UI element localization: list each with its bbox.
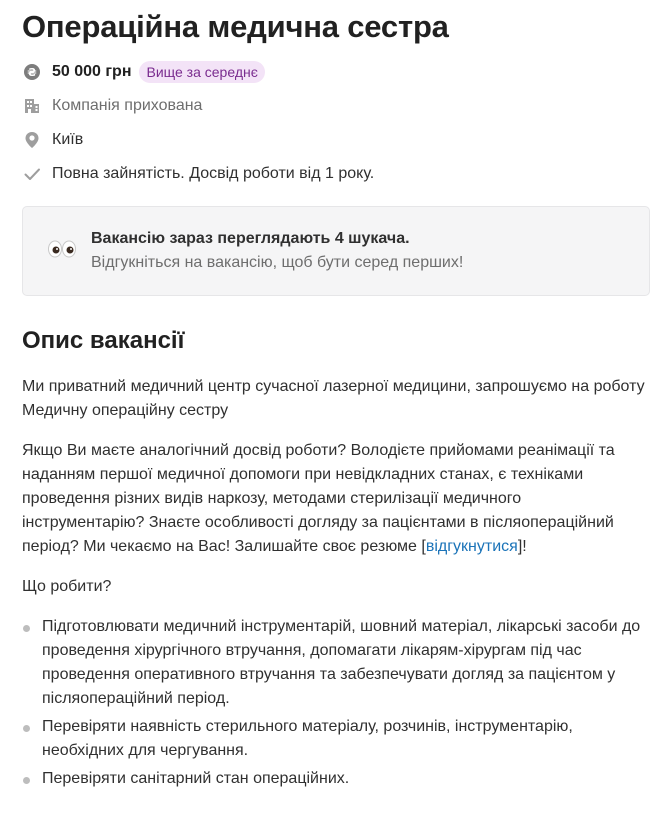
salary-badge: Вище за середнє xyxy=(139,61,264,83)
company-row xyxy=(22,94,650,118)
employment-text: Повна зайнятість. Досвід роботи від 1 року. xyxy=(52,165,375,182)
duties-heading: Що робити? xyxy=(22,578,112,595)
map-pin-icon xyxy=(22,130,42,150)
job-meta-list xyxy=(22,60,650,186)
bullet-icon xyxy=(23,625,30,632)
notice-subtitle: Відгукніться на вакансію, щоб бути серед перших! xyxy=(91,254,464,271)
paragraph-text: Якщо Ви маєте аналогічний досвід роботи? Володієте прийомами реанімації та наданням першої медичної допомоги при невідкладних станах, є техніками проведення різних видів наркозу, методами стерилізації медичного інструментарію? Знаєте особливості догляду за пацієнтами в післяопераційний період? Ми чекаємо на Вас! Залишайте своє резюме [ xyxy=(22,442,615,555)
company-name: Компанія прихована xyxy=(52,97,203,114)
svg-text:₴: ₴ xyxy=(27,66,37,79)
location-row xyxy=(22,128,650,152)
city-name: Київ xyxy=(52,131,84,148)
list-item xyxy=(22,615,647,711)
checkmark-icon xyxy=(22,164,42,184)
list-item xyxy=(22,767,647,791)
notice-text xyxy=(91,227,463,275)
duty-text: Перевіряти санітарний стан операційних. xyxy=(42,770,350,787)
job-title: Операційна медична сестра xyxy=(22,9,449,44)
vacancy-description xyxy=(22,375,647,791)
bullet-icon xyxy=(23,725,30,732)
list-item xyxy=(22,715,647,763)
employment-row xyxy=(22,162,650,186)
duties-list xyxy=(22,615,647,791)
bullet-icon xyxy=(23,777,30,784)
notice-title: Вакансію зараз переглядають 4 шукача. xyxy=(91,230,410,247)
description-paragraph xyxy=(22,439,647,559)
salary-row xyxy=(22,60,650,84)
eyes-icon xyxy=(47,239,77,264)
duty-text: Перевіряти наявність стерильного матеріалу, розчинів, інструментарію, необхідних для чергування. xyxy=(42,718,573,759)
description-intro: Ми приватний медичний центр сучасної лазерної медицини, запрошуємо на роботу Медичну операційну сестру xyxy=(22,378,645,419)
paragraph-end: ]! xyxy=(517,538,527,555)
apply-link[interactable]: відгукнутися xyxy=(425,538,518,555)
building-icon xyxy=(22,96,42,116)
duty-text: Підготовлювати медичний інструментарій, шовний матеріал, лікарські засоби до проведення хірургічного втручання, допомагати лікарям-хірургам під час проведення оперативного втручання та забезпечувати догляд за пацієнтом у післяопераційний період. xyxy=(42,618,641,707)
hryvnia-coin-icon xyxy=(22,62,42,82)
salary-amount: 50 000 грн xyxy=(52,63,132,80)
viewers-notice xyxy=(22,206,650,296)
description-heading: Опис вакансії xyxy=(22,327,185,354)
